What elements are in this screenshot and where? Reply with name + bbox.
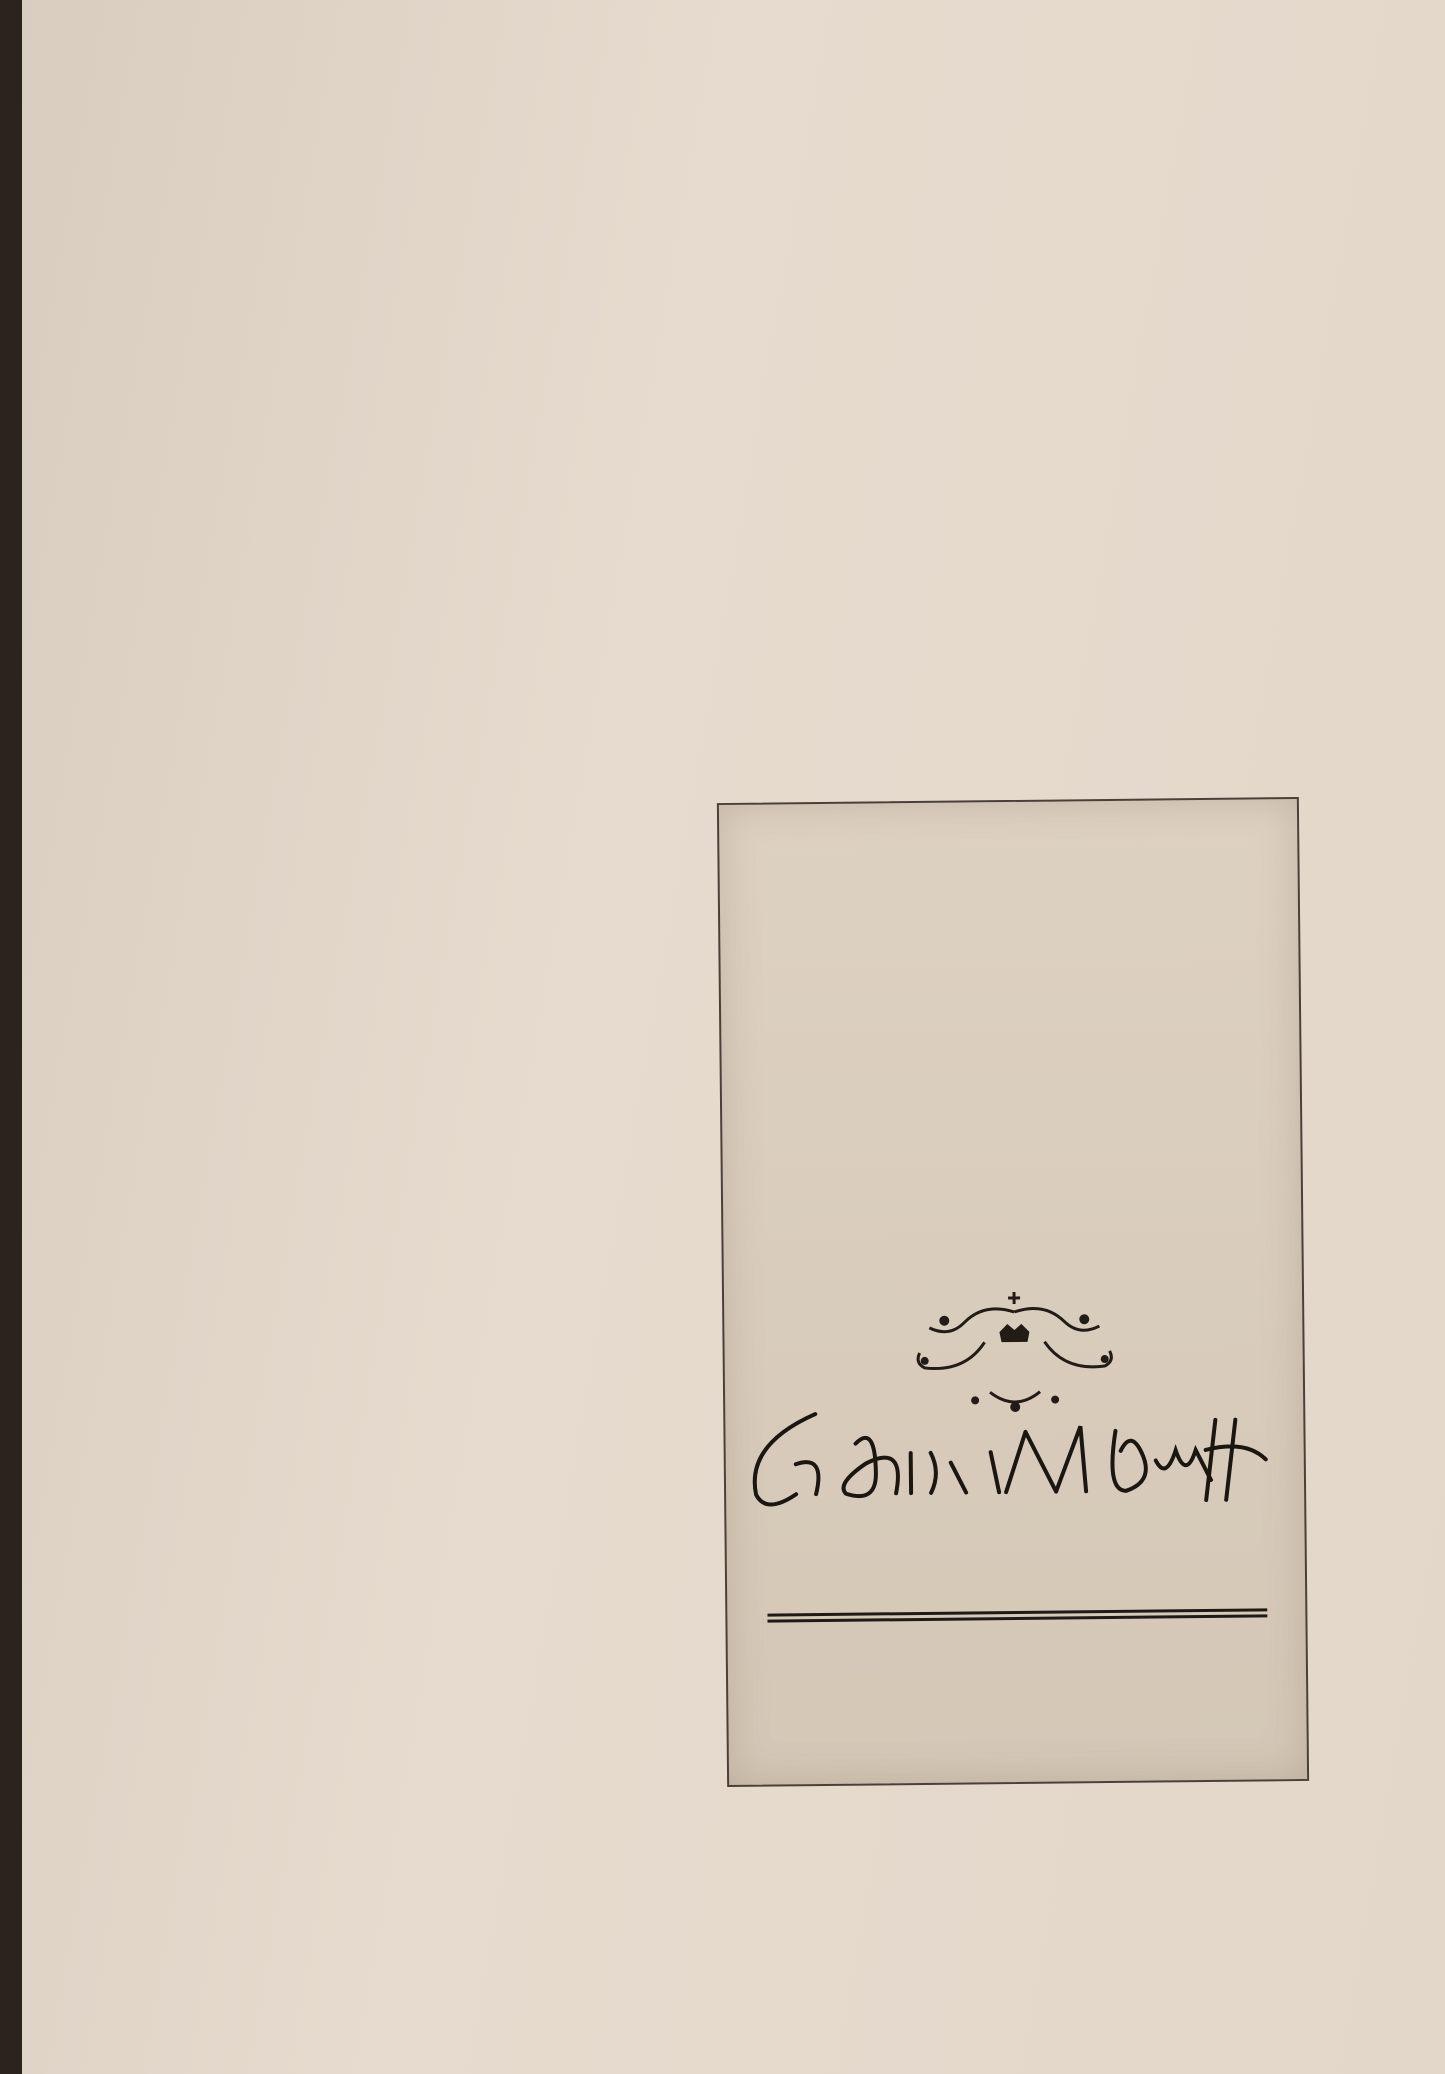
figure-kom <box>728 1679 1306 1685</box>
figure-title <box>720 869 1298 875</box>
figure-czyli <box>721 967 1299 973</box>
column-text <box>62 768 702 778</box>
paragraph-main <box>62 420 1312 451</box>
figure-pierwszy <box>723 1197 1301 1203</box>
figure-subtitle <box>721 1009 1299 1015</box>
figure-dla <box>722 1091 1300 1097</box>
figure-warszawa <box>727 1537 1305 1543</box>
top-paragraph <box>62 6 1311 54</box>
title-page-figure <box>717 797 1309 1787</box>
book-page <box>22 0 1445 2074</box>
figure-drukarni <box>728 1639 1306 1645</box>
figure-szkol <box>722 1139 1300 1145</box>
double-rule-icon <box>767 1607 1267 1624</box>
ex-libris-signature-icon <box>735 1389 1296 1535</box>
